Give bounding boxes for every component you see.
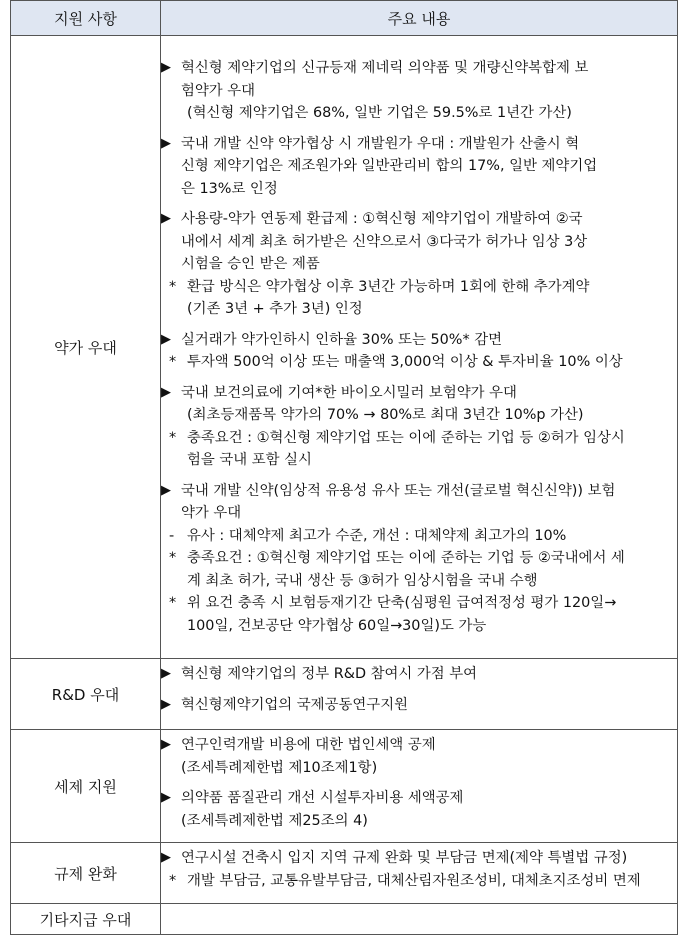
bullet-line (161, 480, 677, 503)
item-text: 환급 방식은 약가협상 이후 3년간 가능하며 1회에 한해 추가계약 (187, 278, 590, 295)
note-mark: * (169, 550, 177, 566)
note-mark: * (169, 595, 177, 611)
row-other-preference (11, 904, 678, 935)
bullet-line (161, 208, 677, 231)
row-content (161, 659, 678, 730)
note-line (161, 547, 677, 570)
content-item (161, 734, 677, 779)
item-text: 유사 : 대체약제 최고가 수준, 개선 : 대체약제 최고가의 10% (187, 527, 567, 544)
bullet-line (161, 57, 677, 80)
triangle-bullet-icon: ▶ (161, 482, 171, 498)
item-text: 약가 우대 (181, 505, 242, 521)
row-label: 약가 우대 (11, 36, 161, 659)
item-text: (기존 3년 + 추가 3년) 인정 (187, 301, 363, 317)
row-content (161, 843, 678, 904)
item-text: (혁신형 제약기업은 68%, 일반 기업은 59.5%로 1년간 가산) (187, 105, 572, 121)
content-item (161, 787, 677, 832)
row-label: 규제 완화 (11, 843, 161, 904)
triangle-bullet-icon: ▶ (161, 211, 171, 226)
header-main-content: 주요 내용 (161, 1, 678, 36)
row-content (161, 904, 678, 935)
item-text: 국내 개발 신약(임상적 유용성 유사 또는 개선(글로벌 혁신신약)) 보험 (181, 482, 616, 499)
item-text: 내에서 세계 최초 허가받은 신약으로서 ③다국가 허가나 임상 3상 (181, 233, 588, 250)
item-text: 험을 국내 포함 실시 (187, 452, 312, 468)
row-content (161, 36, 678, 659)
item-text: 위 요건 충족 시 보험등재기간 단축(심평원 급여적정성 평가 120일→ (187, 595, 617, 611)
detail-line (161, 404, 677, 427)
item-text: 은 13%로 인정 (181, 180, 278, 197)
note-line (161, 427, 677, 450)
continuation-line (161, 80, 677, 103)
item-text: 신형 제약기업은 제조원가와 일반관리비 합의 17%, 일반 제약기업 (181, 158, 598, 174)
continuation-line (161, 757, 677, 780)
item-text: 연구시설 건축시 입지 지역 규제 완화 및 부담금 면제(제약 특별법 규정) (181, 850, 628, 866)
item-text: 혁신형제약기업의 국제공동연구지원 (181, 696, 408, 713)
bullet-line (161, 663, 677, 686)
item-text: (조세특례제한법 제25조의 4) (181, 812, 368, 829)
row-label: R&D 우대 (11, 659, 161, 730)
row-rnd-preference (11, 659, 678, 730)
triangle-bullet-icon: ▶ (161, 331, 171, 347)
note-mark: * (169, 429, 177, 446)
content-item (161, 329, 677, 374)
row-regulation-relief (11, 843, 678, 904)
item-text: 투자액 500억 이상 또는 매출액 3,000억 이상 & 투자비율 10% 이상 (187, 354, 623, 370)
content-item (161, 133, 677, 201)
note-continuation-line (161, 449, 677, 472)
note-mark: * (169, 278, 177, 295)
item-text: 실거래가 약가인하시 인하율 30% 또는 50%* 감면 (181, 331, 503, 348)
triangle-bullet-icon: ▶ (161, 696, 171, 712)
triangle-bullet-icon: ▶ (161, 384, 171, 400)
triangle-bullet-icon: ▶ (161, 790, 171, 805)
bullet-line (161, 787, 677, 810)
item-text: 연구인력개발 비용에 대한 법인세액 공제 (181, 737, 436, 753)
note-mark: - (169, 527, 175, 544)
row-price-preference (11, 36, 678, 659)
content-item (161, 694, 677, 717)
item-text: 충족요건 : ①혁신형 제약기업 또는 이에 준하는 기업 등 ②허가 임상시 (187, 429, 625, 446)
note-mark: * (169, 872, 177, 889)
item-text: 시험을 승인 받은 제품 (181, 256, 320, 272)
bullet-line (161, 734, 677, 757)
bullet-line (161, 382, 677, 405)
bullet-line (161, 847, 677, 870)
note-line (161, 592, 677, 615)
bullet-line (161, 329, 677, 352)
item-text: 개발 부담금, 교통유발부담금, 대체산림자원조성비, 대체초지조성비 면제 (187, 872, 641, 889)
triangle-bullet-icon: ▶ (161, 60, 171, 75)
row-label: 기타지급 우대 (11, 904, 161, 935)
continuation-line (161, 810, 677, 833)
bullet-line (161, 694, 677, 717)
content-item (161, 663, 677, 686)
row-tax-support (11, 730, 678, 843)
note-line (161, 351, 677, 374)
triangle-bullet-icon: ▶ (161, 666, 171, 681)
triangle-bullet-icon: ▶ (161, 737, 171, 752)
header-row (11, 1, 678, 36)
item-text: 사용량-약가 연동제 환급제 : ①혁신형 제약기업이 개발하여 ②국 (181, 211, 583, 227)
note-line (161, 870, 677, 893)
item-text: 국내 개발 신약 약가협상 시 개발원가 우대 : 개발원가 산출시 혁 (181, 135, 580, 152)
triangle-bullet-icon: ▶ (161, 135, 171, 151)
continuation-line (161, 253, 677, 276)
item-text: (조세특례제한법 제10조제1항) (181, 759, 378, 776)
continuation-line (161, 231, 677, 254)
triangle-bullet-icon: ▶ (161, 850, 171, 865)
content-item (161, 382, 677, 472)
content-item (161, 57, 677, 125)
content-item (161, 480, 677, 638)
note-line (161, 525, 677, 548)
continuation-line (161, 155, 677, 178)
header-support-item: 지원 사항 (11, 1, 161, 36)
support-table (10, 0, 678, 935)
item-text: 혁신형 제약기업의 신규등재 제네릭 의약품 및 개량신약복합제 보 (181, 60, 589, 76)
note-line (161, 276, 677, 299)
bullet-line (161, 133, 677, 156)
item-text: 충족요건 : ①혁신형 제약기업 또는 이에 준하는 기업 등 ②국내에서 세 (187, 550, 625, 566)
item-text: 계 최초 허가, 국내 생산 등 ③허가 임상시험을 국내 수행 (187, 572, 538, 589)
row-label: 세제 지원 (11, 730, 161, 843)
item-text: 100일, 건보공단 약가협상 60일→30일)도 가능 (187, 617, 487, 634)
content-item (161, 847, 677, 892)
continuation-line (161, 178, 677, 201)
note-continuation-line (161, 615, 677, 638)
item-text: 국내 보건의료에 기여*한 바이오시밀러 보험약가 우대 (181, 384, 517, 401)
detail-line (161, 102, 677, 125)
note-continuation-line (161, 298, 677, 321)
content-item (161, 208, 677, 321)
item-text: (최초등재품목 약가의 70% → 80%로 최대 3년간 10%p 가산) (187, 407, 584, 423)
note-continuation-line (161, 570, 677, 593)
row-content (161, 730, 678, 843)
item-text: 혁신형 제약기업의 정부 R&D 참여시 가점 부여 (181, 666, 478, 682)
continuation-line (161, 502, 677, 525)
note-mark: * (169, 354, 177, 370)
item-text: 의약품 품질관리 개선 시설투자비용 세액공제 (181, 790, 464, 806)
item-text: 험약가 우대 (181, 82, 256, 99)
